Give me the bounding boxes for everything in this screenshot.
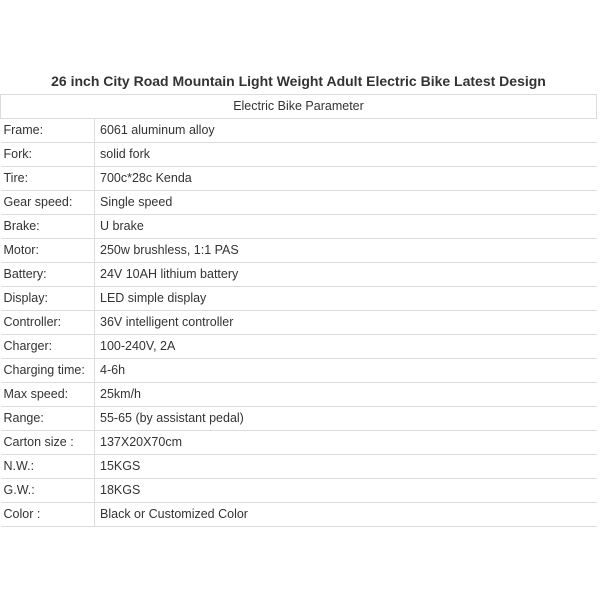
table-row: [1, 215, 597, 239]
table-row: [1, 287, 597, 311]
row-value: 15KGS: [95, 455, 597, 479]
row-label: Brake:: [1, 215, 95, 239]
table-subtitle: Electric Bike Parameter: [1, 95, 597, 119]
row-label: Color :: [1, 503, 95, 527]
row-value: solid fork: [95, 143, 597, 167]
row-label: Tire:: [1, 167, 95, 191]
row-label: N.W.:: [1, 455, 95, 479]
table-row: [1, 191, 597, 215]
row-label: Max speed:: [1, 383, 95, 407]
row-label: Controller:: [1, 311, 95, 335]
table-row: [1, 239, 597, 263]
table-row: [1, 503, 597, 527]
row-label: Range:: [1, 407, 95, 431]
row-label: Carton size :: [1, 431, 95, 455]
row-value: 36V intelligent controller: [95, 311, 597, 335]
row-value: 4-6h: [95, 359, 597, 383]
page-title: 26 inch City Road Mountain Light Weight Adult Electric Bike Latest Design: [1, 69, 597, 95]
row-value: 55-65 (by assistant pedal): [95, 407, 597, 431]
table-row: [1, 479, 597, 503]
title-row: [1, 69, 597, 95]
row-value: 18KGS: [95, 479, 597, 503]
row-label: Fork:: [1, 143, 95, 167]
spec-table: [0, 69, 597, 527]
row-label: G.W.:: [1, 479, 95, 503]
row-value: Black or Customized Color: [95, 503, 597, 527]
row-value: 6061 aluminum alloy: [95, 119, 597, 143]
table-row: [1, 359, 597, 383]
row-label: Charger:: [1, 335, 95, 359]
row-label: Frame:: [1, 119, 95, 143]
row-value: 100-240V, 2A: [95, 335, 597, 359]
subtitle-row: [1, 95, 597, 119]
table-row: [1, 455, 597, 479]
row-label: Motor:: [1, 239, 95, 263]
row-label: Gear speed:: [1, 191, 95, 215]
table-row: [1, 263, 597, 287]
table-row: [1, 383, 597, 407]
table-row: [1, 407, 597, 431]
row-value: 24V 10AH lithium battery: [95, 263, 597, 287]
row-value: LED simple display: [95, 287, 597, 311]
row-label: Battery:: [1, 263, 95, 287]
row-value: U brake: [95, 215, 597, 239]
table-row: [1, 431, 597, 455]
row-value: 25km/h: [95, 383, 597, 407]
row-value: Single speed: [95, 191, 597, 215]
row-label: Display:: [1, 287, 95, 311]
table-row: [1, 119, 597, 143]
table-row: [1, 167, 597, 191]
row-value: 137X20X70cm: [95, 431, 597, 455]
table-row: [1, 143, 597, 167]
row-value: 250w brushless, 1:1 PAS: [95, 239, 597, 263]
table-row: [1, 311, 597, 335]
row-label: Charging time:: [1, 359, 95, 383]
table-row: [1, 335, 597, 359]
row-value: 700c*28c Kenda: [95, 167, 597, 191]
